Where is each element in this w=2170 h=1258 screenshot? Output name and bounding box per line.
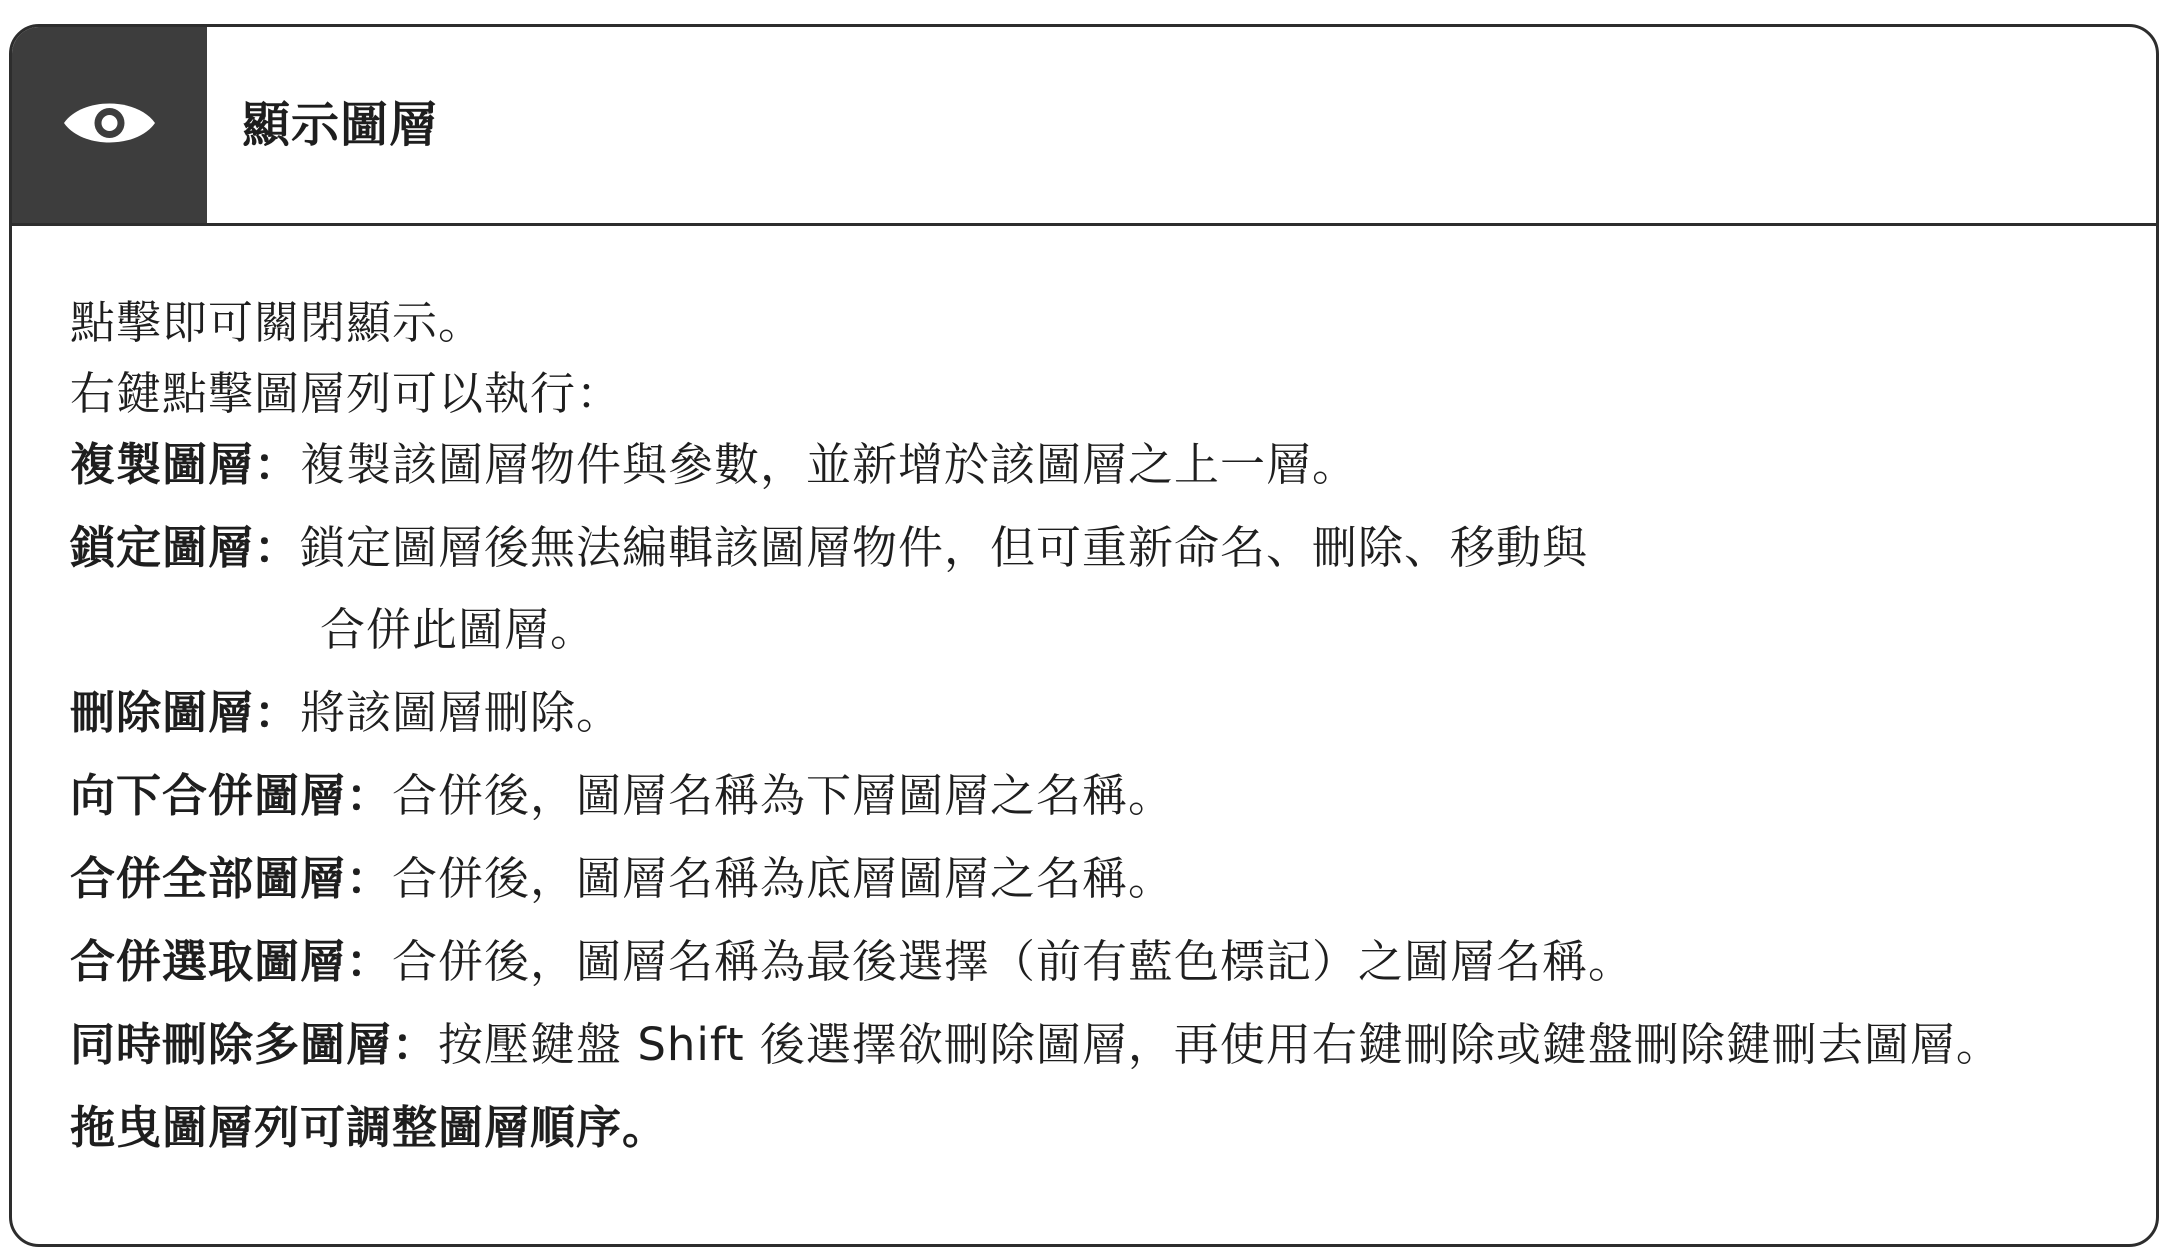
eye-icon bbox=[62, 93, 157, 153]
item-term: 合併全部圖層： bbox=[70, 852, 393, 905]
item-desc: 合併後，圖層名稱為最後選擇（前有藍色標記）之圖層名稱。 bbox=[392, 935, 1635, 988]
item-term: 合併選取圖層： bbox=[70, 935, 393, 988]
item-desc-continued: 合併此圖層。 bbox=[320, 603, 597, 656]
footer-note bbox=[70, 1098, 2136, 1158]
item-term: 同時刪除多圖層： bbox=[70, 1018, 439, 1071]
item-desc: 複製該圖層物件與參數，並新增於該圖層之上一層。 bbox=[300, 438, 1359, 491]
footer-note-text: 拖曳圖層列可調整圖層順序。 bbox=[70, 1101, 669, 1154]
content bbox=[70, 293, 2136, 1181]
item-term: 刪除圖層： bbox=[70, 686, 301, 739]
list-item bbox=[70, 683, 2136, 743]
item-term: 複製圖層： bbox=[70, 438, 301, 491]
intro-line-1: 點擊即可關閉顯示。 bbox=[70, 296, 485, 349]
item-desc: 將該圖層刪除。 bbox=[300, 686, 623, 739]
item-desc: 鎖定圖層後無法編輯該圖層物件，但可重新命名、刪除、移動與 bbox=[300, 521, 1589, 574]
list-item bbox=[70, 849, 2136, 909]
item-term: 鎖定圖層： bbox=[70, 521, 301, 574]
icon-box bbox=[12, 27, 207, 223]
list-item bbox=[70, 932, 2136, 992]
list-item bbox=[70, 766, 2136, 826]
help-card bbox=[9, 24, 2159, 1247]
list-item bbox=[70, 435, 2136, 495]
item-desc: 合併後，圖層名稱為下層圖層之名稱。 bbox=[392, 769, 1175, 822]
list-item bbox=[70, 518, 2136, 660]
item-desc: 按壓鍵盤 Shift 後選擇欲刪除圖層，再使用右鍵刪除或鍵盤刪除鍵刪去圖層。 bbox=[438, 1018, 2002, 1071]
item-term: 向下合併圖層： bbox=[70, 769, 393, 822]
header-title: 顯示圖層 bbox=[242, 97, 439, 153]
card-header bbox=[12, 27, 2156, 226]
intro-line-2: 右鍵點擊圖層列可以執行： bbox=[70, 367, 623, 420]
item-desc: 合併後，圖層名稱為底層圖層之名稱。 bbox=[392, 852, 1175, 905]
list-item bbox=[70, 1015, 2136, 1075]
